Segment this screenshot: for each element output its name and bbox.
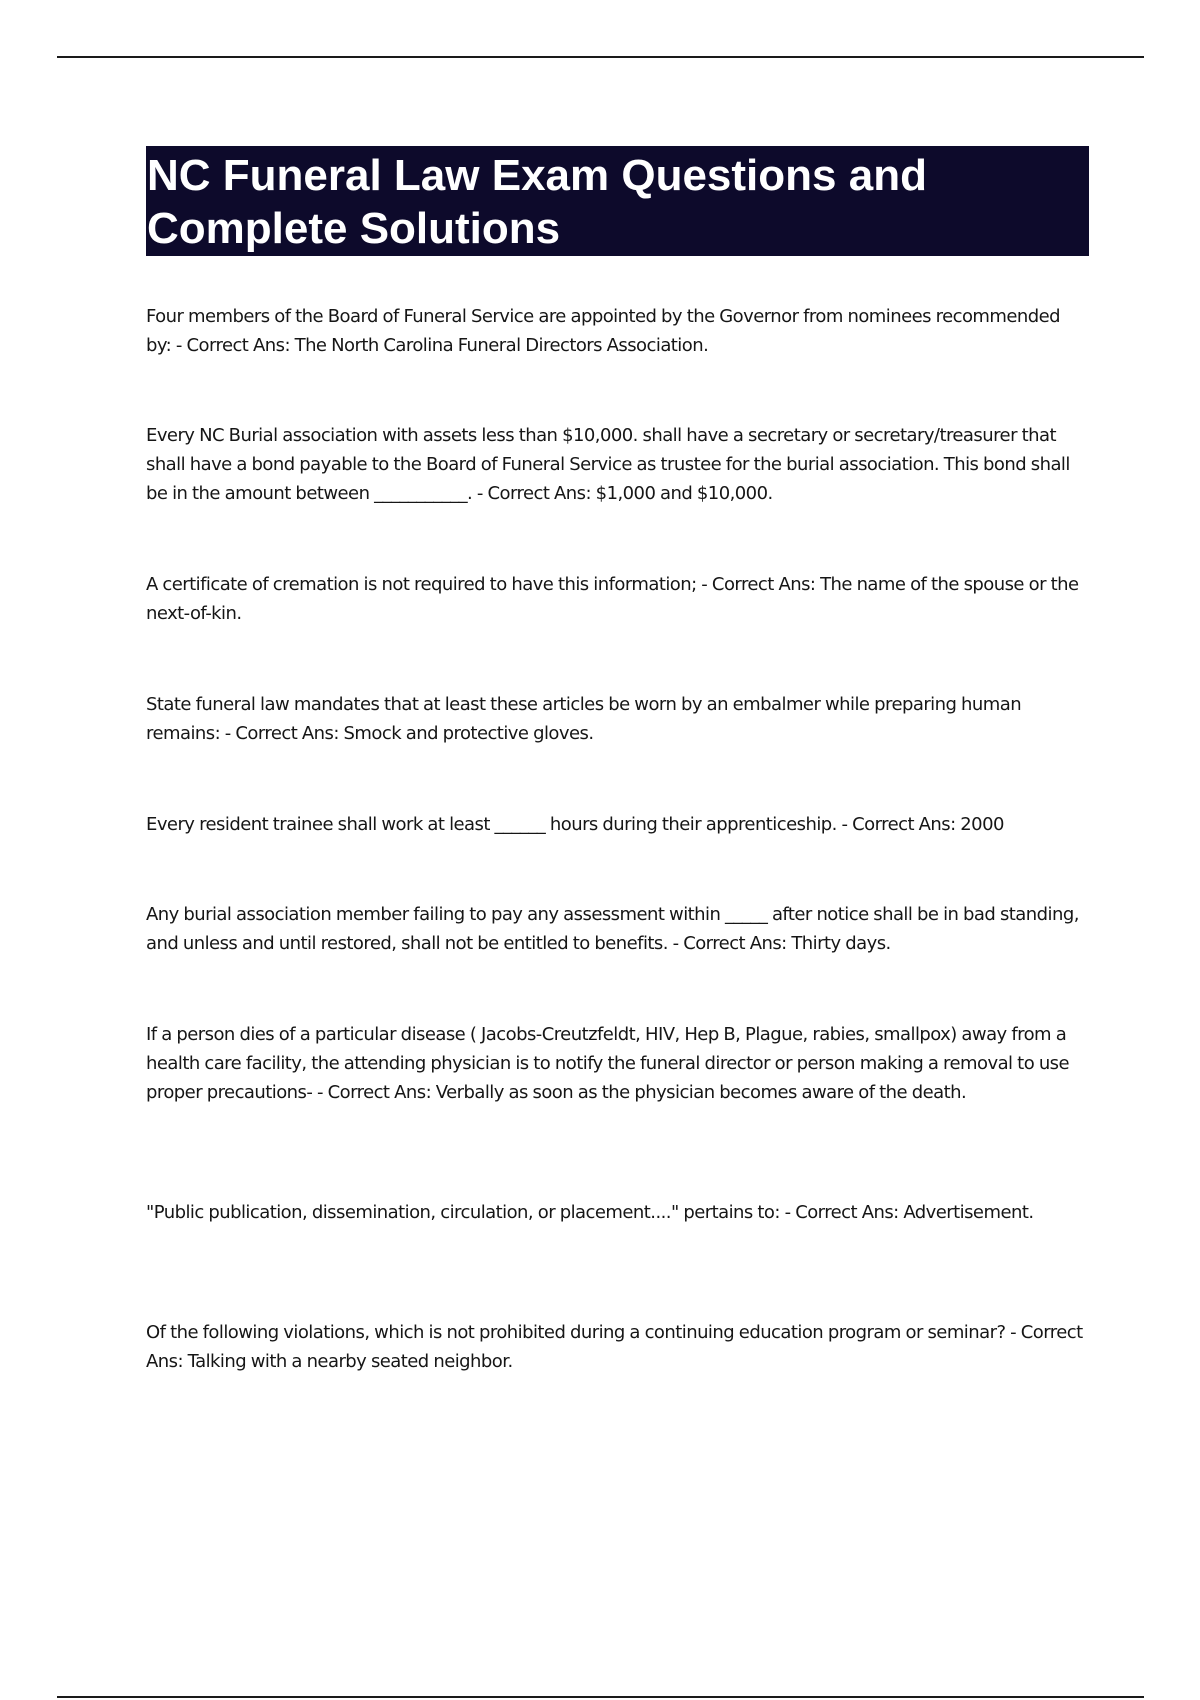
qa-entry-5: Every resident trainee shall work at least ______ hours during their apprenticeship. - Correct Ans: 2000 <box>146 814 1004 835</box>
top-rule <box>57 56 1144 58</box>
qa-entry-1: Four members of the Board of Funeral Service are appointed by the Governor from nominees recommended by: - Correct Ans: The North Carolina Funeral Directors Association. <box>146 306 1061 356</box>
qa-entry-7: If a person dies of a particular disease ( Jacobs-Creutzfeldt, HIV, Hep B, Plague, rabies, smallpox) away from a health care facility, the attending physician is to notify the funeral director or person making a removal to use proper precautions- - Correct Ans: Verbally as soon as the physician becomes aware of the death. <box>146 1024 1070 1103</box>
bottom-rule <box>57 1696 1144 1698</box>
qa-entry-3: A certificate of cremation is not required to have this information; - Correct Ans: The name of the spouse or the next-of-kin. <box>146 574 1079 624</box>
qa-entry-9: Of the following violations, which is not prohibited during a continuing education program or seminar? - Correct Ans: Talking with a nearby seated neighbor. <box>146 1322 1083 1372</box>
qa-entry-4: State funeral law mandates that at least these articles be worn by an embalmer while preparing human remains: - Correct Ans: Smock and protective gloves. <box>146 694 1022 744</box>
qa-entry-8: "Public publication, dissemination, circulation, or placement...." pertains to: - Correct Ans: Advertisement. <box>146 1202 1034 1223</box>
qa-entry-2: Every NC Burial association with assets less than $10,000. shall have a secretary or secretary/treasurer that shall have a bond payable to the Board of Funeral Service as trustee for the burial association. This bond shall be in the amount between ___________. - Correct Ans: $1,000 and $10,000. <box>146 425 1070 504</box>
title-banner <box>146 146 1089 256</box>
qa-entry-6: Any burial association member failing to pay any assessment within _____ after notice shall be in bad standing, and unless and until restored, shall not be entitled to benefits. - Correct Ans: Thirty days. <box>146 904 1079 954</box>
document-title: NC Funeral Law Exam Questions and Complete Solutions <box>147 151 927 253</box>
